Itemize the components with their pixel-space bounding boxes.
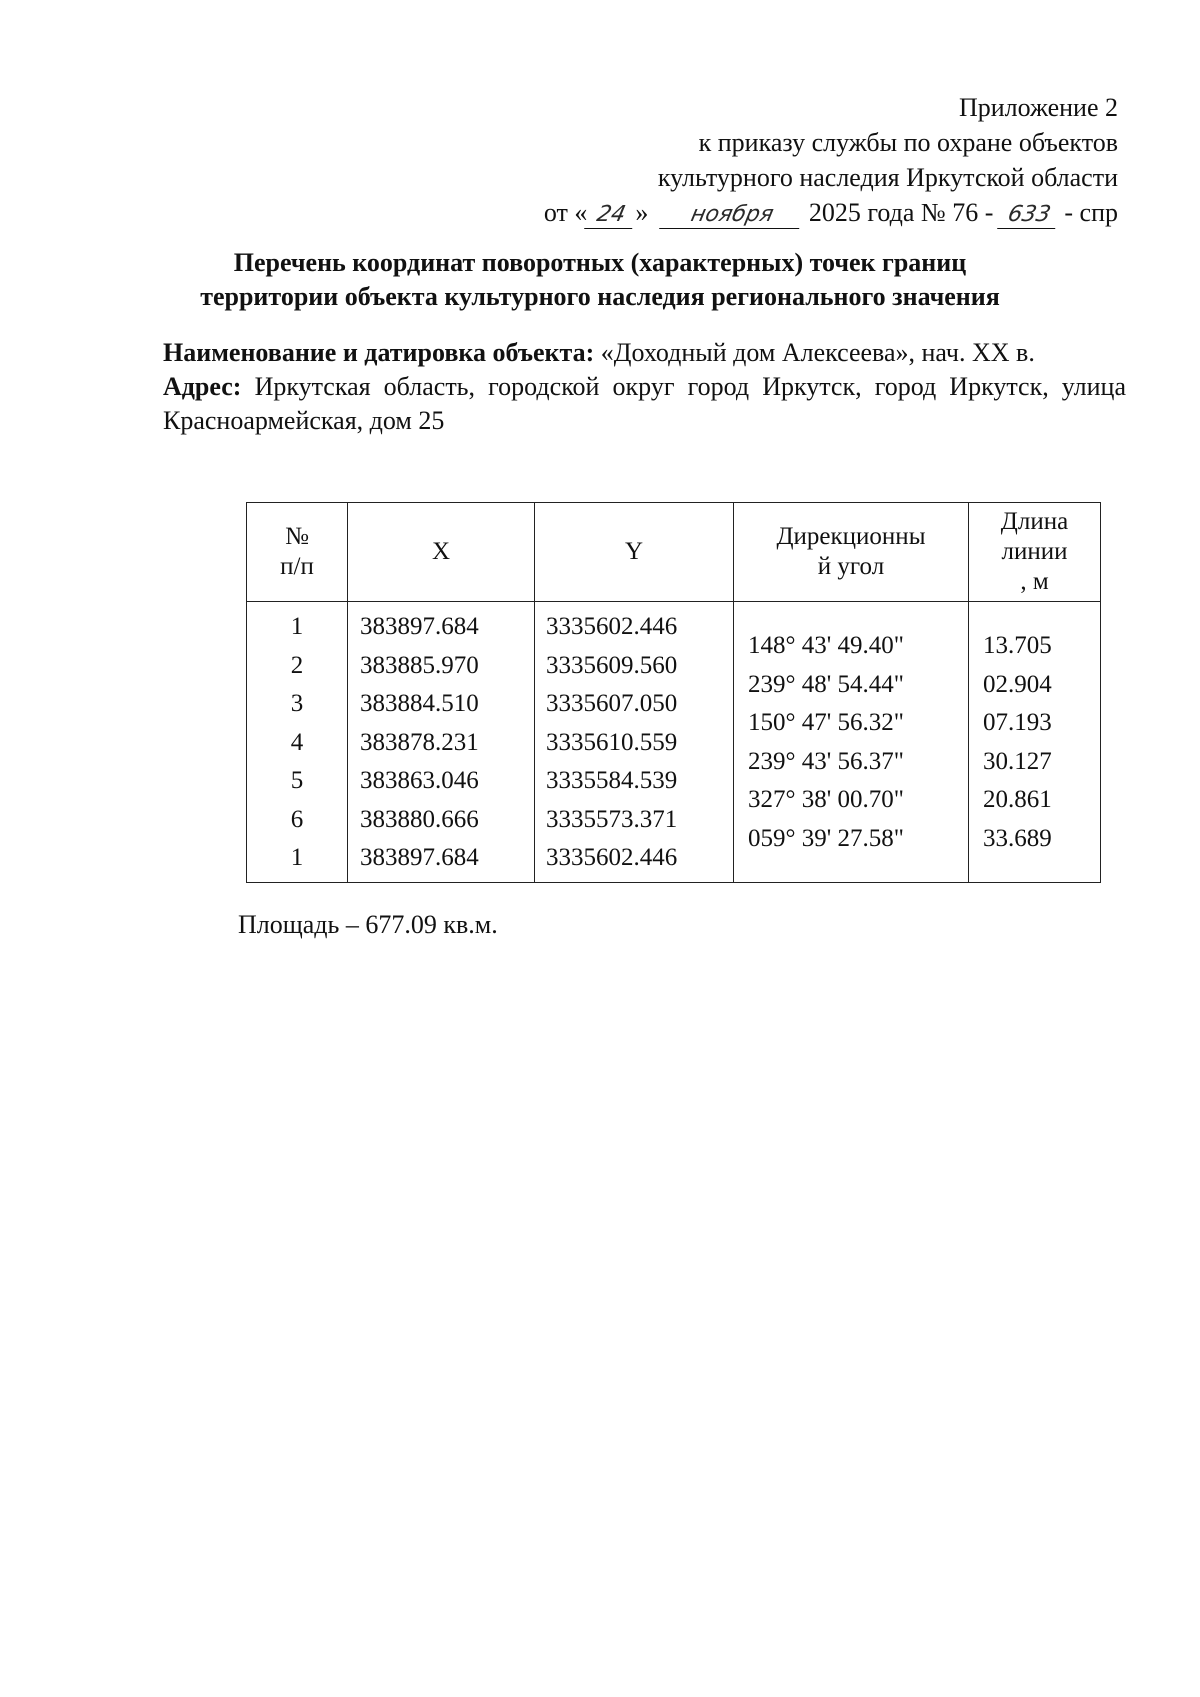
header-number-line-2: п/п [280,553,314,580]
segment-length: 13.705 [983,632,1052,659]
coordinates-table [246,502,1101,883]
point-y: 3335602.446 [546,844,678,871]
object-name-value: «Доходный дом Алексеева», нач. XX в. [600,338,1035,367]
point-number: 1 [290,613,304,640]
header-length-line-1: Длина [1000,508,1069,535]
object-address-row [163,370,1126,438]
appendix-title: Приложение 2 [958,93,1118,122]
point-x: 383884.510 [360,690,479,717]
table-body-row [247,602,1101,883]
point-number: 1 [290,844,304,871]
date-mid: » [635,198,649,227]
column-angles [734,602,969,883]
segment-length: 20.861 [983,786,1052,813]
segment-angle: 148° 43' 49.40" [748,632,904,659]
point-x: 383897.684 [360,844,479,871]
appendix-order-ref: к приказу службы по охране объектов [698,128,1118,157]
date-year-text: 2025 года № 76 - [808,198,994,227]
point-y: 3335584.539 [546,767,678,794]
date-month-handwritten: ноября [659,202,805,229]
point-x: 383880.666 [360,805,479,833]
point-x: 383897.684 [360,613,479,640]
segment-length: 07.193 [983,709,1052,736]
column-x [348,602,535,883]
appendix-date-line [544,195,1118,230]
header-length-line-3: , м [1020,568,1049,595]
header-angle-line-2: й угол [817,553,885,580]
segment-angle: 239° 43' 56.37" [748,747,904,775]
point-y: 3335573.371 [546,805,678,833]
header-x: X [348,503,535,602]
object-name-row [163,336,1126,370]
point-y: 3335602.446 [546,613,678,640]
table-header-row [247,503,1101,602]
area-summary: Площадь – 677.09 кв.м. [238,910,498,939]
point-x: 383885.970 [360,651,479,679]
header-length-line-2: линии [1001,538,1068,565]
header-number-line-1: № [285,523,309,550]
object-info [163,336,1126,438]
order-suffix: - спр [1064,198,1118,227]
segment-angle: 239° 48' 54.44" [748,670,904,698]
header-length [969,503,1101,602]
appendix-header [544,90,1118,230]
document-title [0,246,1200,314]
point-y: 3335610.559 [546,728,678,756]
point-number: 2 [290,651,304,679]
title-line-1: Перечень координат поворотных (характерных) точек границ [233,248,967,277]
header-angle [734,503,969,602]
order-number-handwritten: 633 [997,202,1061,229]
title-line-2: территории объекта культурного наследия регионального значения [200,282,1000,311]
object-address-label: Адрес: [163,372,242,401]
segment-length: 30.127 [983,747,1052,775]
column-numbers [247,602,348,883]
point-number: 6 [290,805,304,833]
column-lengths [969,602,1101,883]
segment-angle: 327° 38' 00.70" [748,786,904,813]
appendix-authority: культурного наследия Иркутской области [657,163,1118,192]
segment-length: 33.689 [983,824,1052,852]
header-y: Y [535,503,734,602]
point-y: 3335609.560 [546,651,678,679]
date-prefix: от « [543,198,588,227]
object-name-label: Наименование и датировка объекта: [163,338,595,367]
date-day-handwritten: 24 [584,202,638,229]
point-x: 383863.046 [360,767,479,794]
segment-angle: 150° 47' 56.32" [748,709,904,736]
point-x: 383878.231 [360,728,479,756]
column-y [535,602,734,883]
header-number [247,503,348,602]
point-number: 3 [290,690,304,717]
header-angle-line-1: Дирекционны [776,523,926,550]
object-address-value: Иркутская область, городской округ город Иркутск, город Иркутск, улица Красноармейская, дом 25 [163,372,1127,435]
segment-angle: 059° 39' 27.58" [748,824,904,852]
point-number: 4 [290,728,304,756]
point-y: 3335607.050 [546,690,678,717]
point-number: 5 [290,767,304,794]
segment-length: 02.904 [983,670,1052,698]
